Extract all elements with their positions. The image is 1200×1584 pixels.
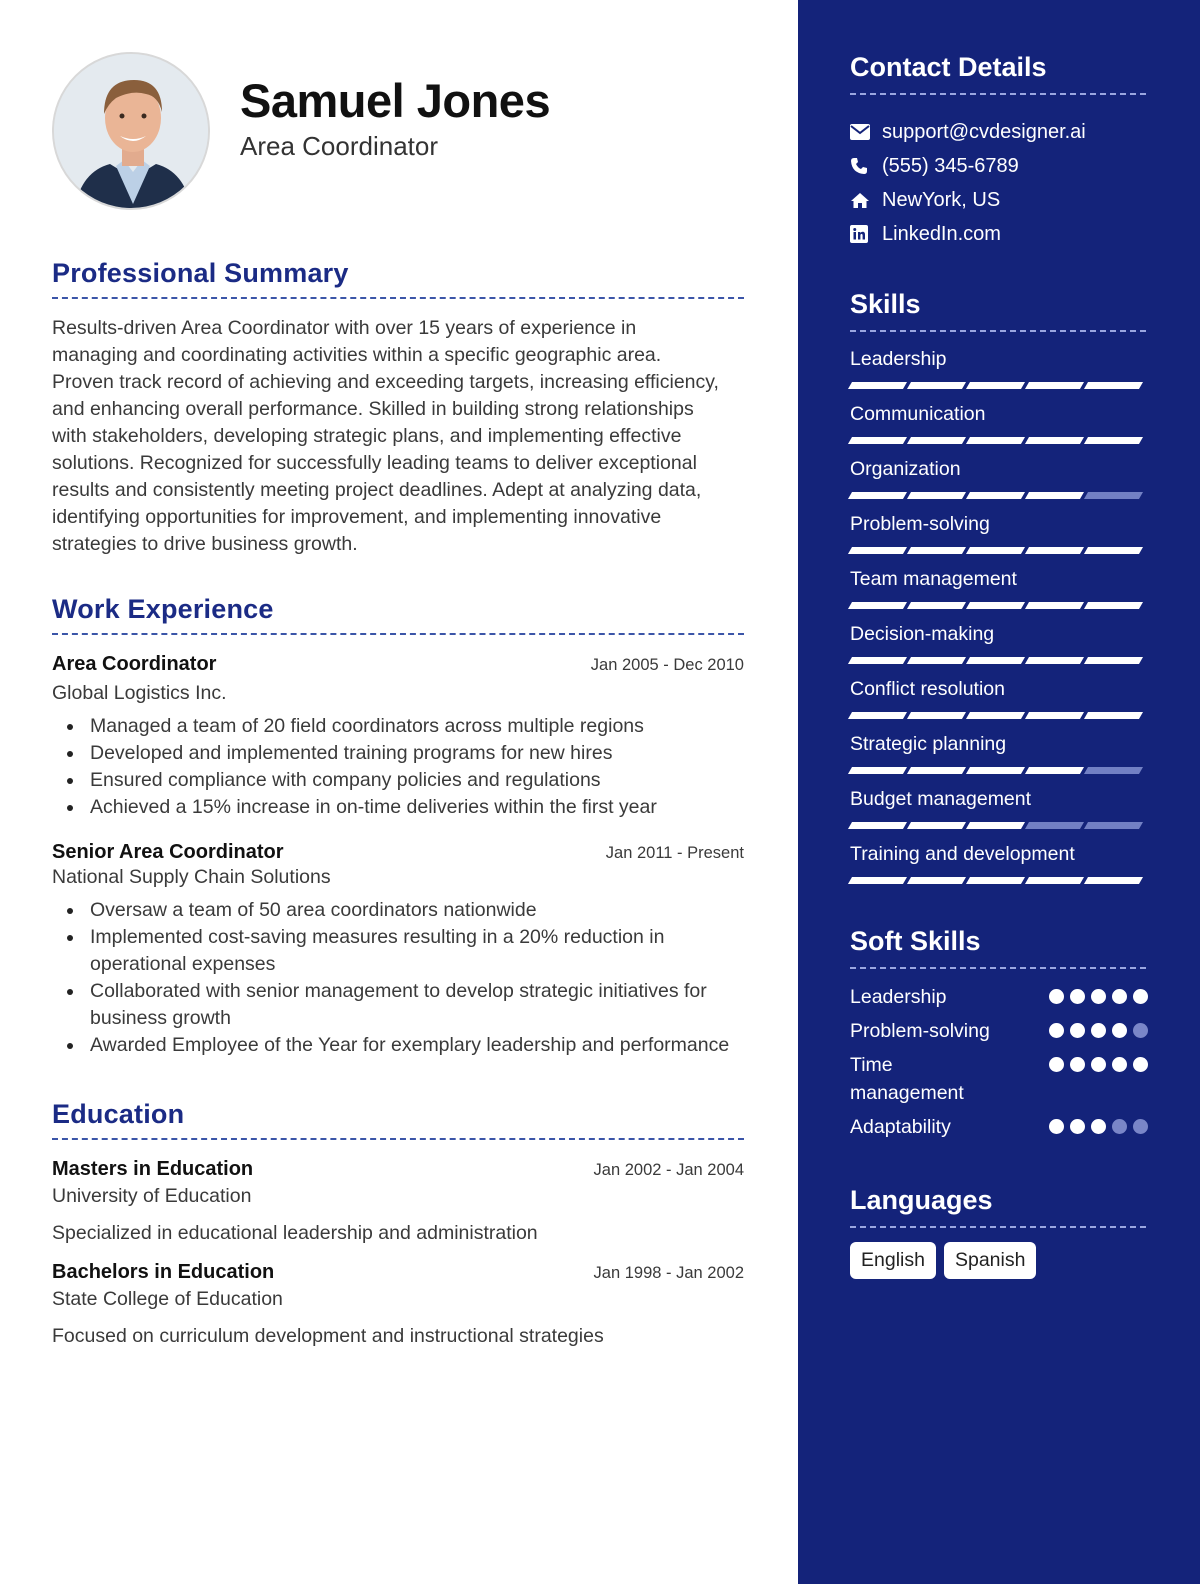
- rating-dot: [1091, 1057, 1106, 1072]
- summary-text: Results-driven Area Coordinator with over 15 years of experience in managing and coordinating activities within a specific geographic area. Proven track record of achieving and exceeding targets, increasing efficiency, and enhancing overall performance. Skilled in building strong relationships with stakeholders, developing strategic plans, and implementing effective solutions. Recognized for successfully leading teams to deliver exceptional results and consistently meeting project deadlines. Adept at analyzing data, identifying opportunities for improvement, and implementing innovative strategies to drive business growth.: [52, 317, 719, 555]
- rating-dot: [1112, 1057, 1127, 1072]
- education-date: Jan 2002 - Jan 2004: [593, 1161, 744, 1179]
- list-item: Oversaw a team of 50 area coordinators nationwide: [52, 897, 732, 924]
- skill-item: [850, 678, 1148, 719]
- candidate-title: Area Coordinator: [240, 130, 438, 161]
- rating-segment: [966, 547, 1025, 554]
- skill-rating-bar: [850, 712, 1148, 719]
- rating-dot: [1112, 989, 1127, 1004]
- job-date: Jan 2005 - Dec 2010: [590, 656, 744, 674]
- job-entry: [52, 653, 744, 821]
- phone-text: (555) 345-6789: [882, 154, 1019, 177]
- rating-dot: [1091, 1119, 1106, 1134]
- rating-segment: [907, 822, 966, 829]
- job-company: Global Logistics Inc.: [52, 682, 227, 704]
- skill-rating-bar: [850, 547, 1148, 554]
- education-section: [52, 1099, 744, 1348]
- list-item: Ensured compliance with company policies and regulations: [52, 767, 732, 794]
- envelope-icon: [850, 124, 882, 140]
- professional-summary-section: [52, 258, 744, 558]
- rating-dot: [1070, 1057, 1085, 1072]
- rating-segment: [1084, 877, 1143, 884]
- rating-segment: [1084, 437, 1143, 444]
- skill-rating-bar: [850, 492, 1148, 499]
- job-role: Senior Area Coordinator: [52, 841, 284, 863]
- skill-item: [850, 843, 1148, 884]
- list-item: Implemented cost-saving measures resulting in a 20% reduction in operational expenses: [52, 924, 732, 978]
- section-heading: Soft Skills: [850, 926, 1146, 969]
- rating-segment: [848, 547, 907, 554]
- rating-dot: [1133, 989, 1148, 1004]
- school: State College of Education: [52, 1288, 283, 1310]
- rating-dot: [1049, 1057, 1064, 1072]
- rating-dot: [1112, 1023, 1127, 1038]
- rating-segment: [907, 492, 966, 499]
- soft-skill-rating: [1049, 989, 1148, 1004]
- rating-segment: [907, 712, 966, 719]
- soft-skill-rating: [1049, 1057, 1148, 1072]
- skill-rating-bar: [850, 657, 1148, 664]
- contact-section: [850, 52, 1148, 251]
- rating-segment: [848, 437, 907, 444]
- profile-photo: [52, 52, 210, 210]
- rating-segment: [848, 657, 907, 664]
- contact-linkedin[interactable]: [850, 217, 1148, 251]
- soft-skill-item: [850, 983, 1148, 1011]
- soft-skill-name: Adaptability: [850, 1116, 951, 1138]
- skill-rating-bar: [850, 822, 1148, 829]
- rating-segment: [907, 547, 966, 554]
- soft-skill-item: [850, 1113, 1148, 1141]
- section-heading: Professional Summary: [52, 258, 744, 299]
- soft-skill-rating: [1049, 1023, 1148, 1038]
- rating-segment: [907, 437, 966, 444]
- skill-name: Strategic planning: [850, 733, 1007, 755]
- degree: Masters in Education: [52, 1158, 254, 1180]
- list-item: Managed a team of 20 field coordinators across multiple regions: [52, 713, 732, 740]
- job-bullets: [52, 713, 744, 821]
- school: University of Education: [52, 1185, 252, 1207]
- skill-rating-bar: [850, 437, 1148, 444]
- rating-dot: [1133, 1023, 1148, 1038]
- soft-skill-item: [850, 1051, 1148, 1107]
- rating-segment: [848, 712, 907, 719]
- rating-segment: [848, 877, 907, 884]
- rating-segment: [1025, 877, 1084, 884]
- soft-skill-name: Time management: [850, 1054, 964, 1104]
- rating-segment: [1084, 602, 1143, 609]
- skill-name: Budget management: [850, 788, 1032, 810]
- rating-segment: [907, 877, 966, 884]
- rating-segment: [966, 437, 1025, 444]
- degree: Bachelors in Education: [52, 1261, 275, 1283]
- skill-item: [850, 623, 1148, 664]
- rating-dot: [1070, 1023, 1085, 1038]
- soft-skills-list: [850, 983, 1148, 1141]
- skill-item: [850, 733, 1148, 774]
- education-entry: [52, 1261, 744, 1348]
- rating-segment: [1084, 767, 1143, 774]
- list-item: Developed and implemented training programs for new hires: [52, 740, 732, 767]
- skill-item: [850, 513, 1148, 554]
- location-text: NewYork, US: [882, 188, 1001, 211]
- sidebar: [798, 0, 1200, 1584]
- rating-dot: [1070, 1119, 1085, 1134]
- rating-segment: [1025, 602, 1084, 609]
- contact-location: [850, 183, 1148, 217]
- section-heading: Languages: [850, 1185, 1146, 1228]
- skill-item: [850, 458, 1148, 499]
- rating-segment: [1084, 492, 1143, 499]
- rating-segment: [1025, 492, 1084, 499]
- section-heading: Skills: [850, 289, 1146, 332]
- rating-segment: [1084, 822, 1143, 829]
- rating-segment: [1025, 547, 1084, 554]
- rating-segment: [1025, 437, 1084, 444]
- education-description: Specialized in educational leadership and administration: [52, 1222, 538, 1244]
- person-avatar-icon: [54, 54, 210, 210]
- list-item: Achieved a 15% increase in on-time deliveries within the first year: [52, 794, 732, 821]
- rating-segment: [1084, 657, 1143, 664]
- rating-segment: [1025, 382, 1084, 389]
- rating-segment: [966, 382, 1025, 389]
- languages-section: [850, 1185, 1148, 1279]
- rating-segment: [1025, 712, 1084, 719]
- job-date: Jan 2011 - Present: [605, 844, 744, 862]
- education-entry: [52, 1158, 744, 1245]
- skill-rating-bar: [850, 877, 1148, 884]
- rating-segment: [907, 382, 966, 389]
- skill-name: Conflict resolution: [850, 678, 1005, 700]
- resume-header: [52, 52, 744, 210]
- soft-skill-name: Leadership: [850, 986, 947, 1008]
- skill-name: Communication: [850, 403, 986, 425]
- job-entry: [52, 841, 744, 1059]
- rating-segment: [966, 712, 1025, 719]
- language-chip: English: [850, 1242, 936, 1279]
- skill-item: [850, 403, 1148, 444]
- rating-dot: [1091, 1023, 1106, 1038]
- skill-rating-bar: [850, 602, 1148, 609]
- skill-item: [850, 788, 1148, 829]
- rating-segment: [1084, 547, 1143, 554]
- rating-segment: [907, 767, 966, 774]
- skills-section: [850, 289, 1148, 884]
- rating-segment: [966, 822, 1025, 829]
- languages-list: [850, 1242, 1148, 1279]
- skill-item: [850, 348, 1148, 389]
- work-experience-section: [52, 594, 744, 1059]
- linkedin-icon: [850, 225, 882, 243]
- soft-skills-section: [850, 926, 1148, 1141]
- rating-dot: [1049, 1119, 1064, 1134]
- rating-segment: [1084, 382, 1143, 389]
- rating-segment: [966, 602, 1025, 609]
- skills-list: [850, 348, 1148, 884]
- rating-segment: [1025, 822, 1084, 829]
- skill-name: Problem-solving: [850, 513, 990, 535]
- job-bullets: [52, 897, 744, 1059]
- rating-dot: [1133, 1057, 1148, 1072]
- job-role: Area Coordinator: [52, 653, 217, 675]
- rating-dot: [1049, 1023, 1064, 1038]
- education-description: Focused on curriculum development and instructional strategies: [52, 1325, 604, 1347]
- phone-icon: [850, 157, 882, 175]
- contact-phone[interactable]: [850, 149, 1148, 183]
- rating-dot: [1049, 989, 1064, 1004]
- rating-dot: [1091, 989, 1106, 1004]
- email-text: support@cvdesigner.ai: [882, 120, 1086, 143]
- soft-skill-rating: [1049, 1119, 1148, 1134]
- skill-name: Team management: [850, 568, 1017, 590]
- list-item: Collaborated with senior management to develop strategic initiatives for business growth: [52, 978, 732, 1032]
- rating-segment: [907, 602, 966, 609]
- section-heading: Work Experience: [52, 594, 744, 635]
- section-heading: Contact Details: [850, 52, 1146, 95]
- rating-segment: [848, 822, 907, 829]
- contact-email[interactable]: [850, 115, 1148, 149]
- soft-skill-item: [850, 1017, 1148, 1045]
- rating-dot: [1112, 1119, 1127, 1134]
- rating-segment: [966, 767, 1025, 774]
- rating-segment: [966, 492, 1025, 499]
- skill-rating-bar: [850, 382, 1148, 389]
- home-icon: [850, 192, 882, 209]
- rating-dot: [1070, 989, 1085, 1004]
- soft-skill-name: Problem-solving: [850, 1020, 990, 1042]
- skill-name: Training and development: [850, 843, 1075, 865]
- language-chip: Spanish: [944, 1242, 1036, 1279]
- rating-segment: [966, 877, 1025, 884]
- candidate-name: Samuel Jones: [240, 73, 551, 127]
- linkedin-text: LinkedIn.com: [882, 222, 1001, 245]
- skill-rating-bar: [850, 767, 1148, 774]
- skill-name: Leadership: [850, 348, 947, 370]
- rating-segment: [907, 657, 966, 664]
- rating-segment: [848, 767, 907, 774]
- rating-segment: [1084, 712, 1143, 719]
- section-heading: Education: [52, 1099, 744, 1140]
- rating-segment: [1025, 657, 1084, 664]
- rating-dot: [1133, 1119, 1148, 1134]
- skill-name: Decision-making: [850, 623, 995, 645]
- rating-segment: [848, 602, 907, 609]
- rating-segment: [848, 382, 907, 389]
- rating-segment: [966, 657, 1025, 664]
- rating-segment: [848, 492, 907, 499]
- skill-name: Organization: [850, 458, 961, 480]
- skill-item: [850, 568, 1148, 609]
- education-date: Jan 1998 - Jan 2002: [593, 1264, 744, 1282]
- name-block: [240, 73, 550, 162]
- job-company: National Supply Chain Solutions: [52, 866, 331, 888]
- rating-segment: [1025, 767, 1084, 774]
- list-item: Awarded Employee of the Year for exemplary leadership and performance: [52, 1032, 732, 1059]
